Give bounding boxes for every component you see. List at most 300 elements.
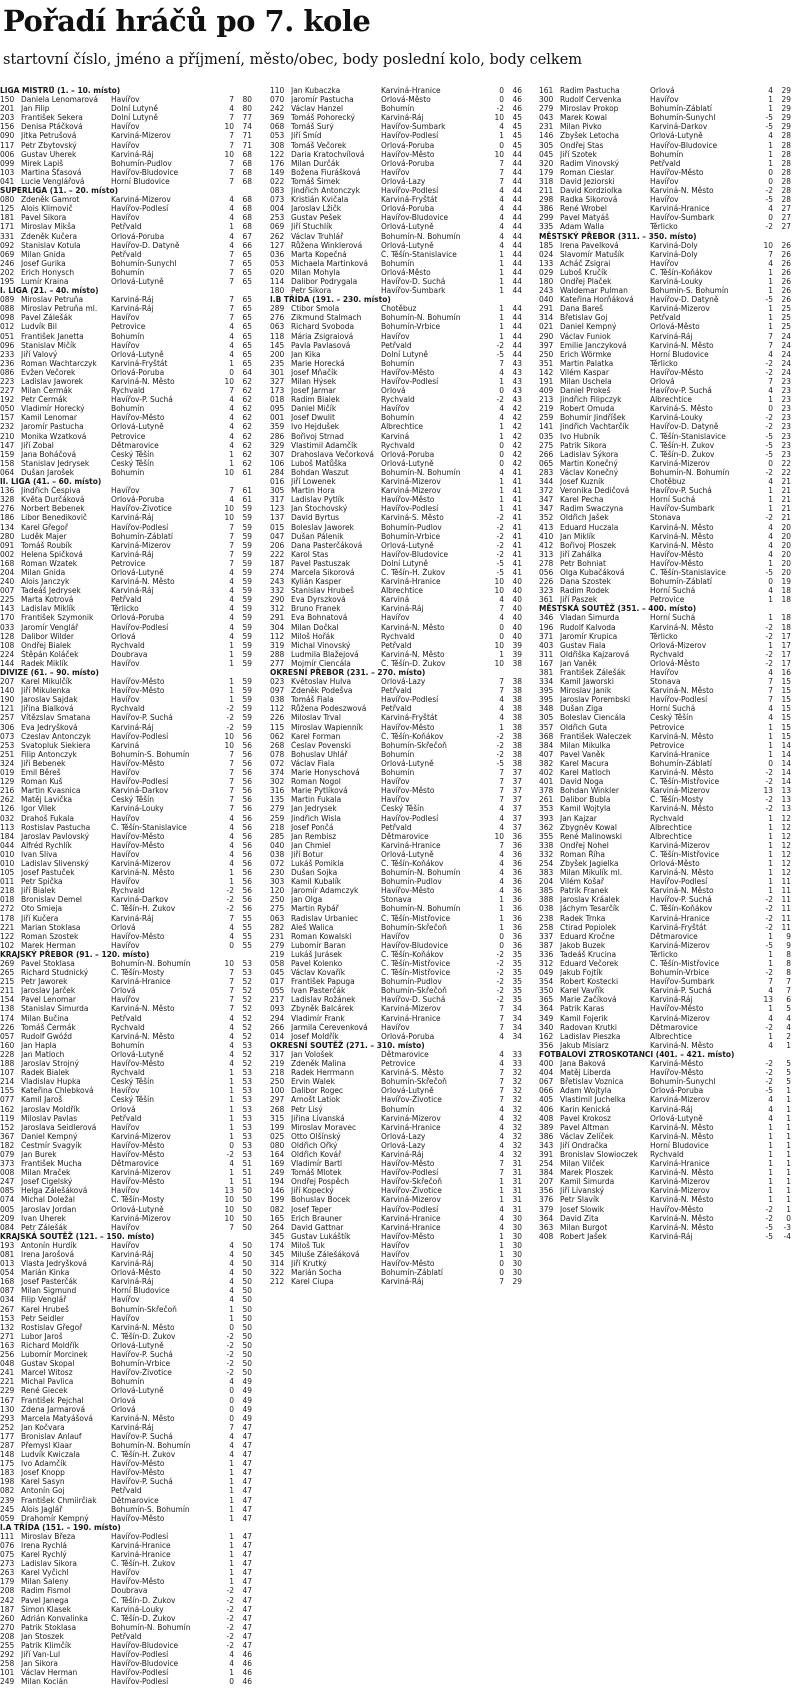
- player-town: Orlová: [111, 986, 136, 996]
- player-row: [0, 704, 252, 713]
- points-last-round: 4: [768, 1113, 773, 1123]
- player-name: Václav Funiok: [560, 331, 611, 341]
- points-total: 49: [242, 1386, 252, 1396]
- player-number: 243: [539, 286, 554, 296]
- points-last-round: 4: [499, 886, 504, 896]
- player-row: [0, 1141, 252, 1150]
- player-name: Irena Jarošová: [21, 1250, 75, 1259]
- player-number: 140: [0, 686, 15, 696]
- player-number: 277: [270, 658, 285, 668]
- points-total: 42: [512, 404, 522, 414]
- player-town: Havířov-Město: [381, 722, 435, 732]
- points-total: 23: [781, 386, 791, 396]
- player-name: Zdeněk Malina: [291, 1059, 346, 1069]
- player-number: 235: [270, 358, 285, 368]
- player-name: Ladislav Miklík: [21, 604, 76, 614]
- player-row: [539, 713, 791, 722]
- player-town: Havířov: [111, 995, 140, 1005]
- player-row: [0, 604, 252, 613]
- player-number: 053: [270, 131, 285, 141]
- player-number: 145: [270, 340, 285, 350]
- player-town: Orlová-Město: [381, 95, 431, 105]
- player-number: 176: [270, 158, 285, 168]
- points-total: 14: [781, 777, 791, 787]
- player-name: Stanislav Jedrysek: [21, 458, 90, 468]
- player-name: Josef Slowik: [560, 1204, 605, 1214]
- points-last-round: 0: [499, 449, 504, 459]
- player-town: Havířov: [650, 176, 679, 186]
- player-number: 112: [270, 631, 285, 641]
- player-name: Jakob Buzek: [560, 940, 606, 950]
- points-total: 40: [512, 631, 522, 641]
- player-name: Břetislav Voznica: [560, 1077, 624, 1087]
- points-total: 33: [512, 1049, 522, 1059]
- points-total: 26: [781, 249, 791, 259]
- points-last-round: 0: [499, 95, 504, 105]
- player-number: 024: [539, 249, 554, 259]
- player-town: Dolní Lutyně: [111, 113, 158, 123]
- player-name: Milan Šaleny: [21, 1577, 69, 1587]
- player-name: Jiří Krutký: [291, 1259, 327, 1269]
- player-town: Karviná-Ráj: [111, 913, 154, 923]
- player-row: [539, 959, 791, 968]
- points-last-round: 4: [229, 331, 234, 341]
- points-total: 5: [786, 1059, 791, 1069]
- player-town: Havířov: [111, 1568, 140, 1578]
- points-total: 41: [512, 486, 522, 496]
- points-last-round: 10: [494, 658, 504, 668]
- player-town: Bohumín-Záblatí: [650, 104, 712, 114]
- points-last-round: 1: [229, 222, 234, 232]
- player-town: Bohumín-Záblatí: [650, 577, 712, 587]
- player-number: 173: [270, 386, 285, 396]
- player-town: Havířov: [381, 1250, 410, 1259]
- player-name: Alois Janczyk: [21, 577, 70, 587]
- player-number: 038: [270, 849, 285, 859]
- player-number: 181: [0, 213, 15, 223]
- player-name: Ludvík Kwiczala: [21, 1450, 80, 1460]
- player-town: Orlová-Mizerov: [650, 640, 707, 650]
- points-last-round: -5: [765, 940, 773, 950]
- player-name: Alois Klimovič: [21, 204, 73, 214]
- points-total: 1: [786, 1140, 791, 1150]
- player-row: [0, 1214, 252, 1223]
- player-name: Alois Jaglář: [21, 1504, 63, 1514]
- points-last-round: 4: [229, 195, 234, 205]
- player-number: 204: [0, 567, 15, 577]
- player-name: Jaroslav Lžičk: [291, 204, 342, 214]
- player-row: [0, 322, 252, 331]
- player-number: 368: [539, 731, 554, 741]
- player-town: Karviná-Mizerov: [381, 1113, 441, 1123]
- player-town: Horní Bludovice: [111, 1286, 170, 1296]
- player-number: 204: [539, 877, 554, 887]
- points-last-round: 7: [229, 995, 234, 1005]
- player-name: Rostislav Gřegoř: [21, 1322, 83, 1332]
- player-row: [270, 1241, 522, 1250]
- player-name: Kateřina Horňáková: [560, 295, 634, 305]
- player-town: Karviná-Ráj: [111, 586, 154, 596]
- player-name: Roman Nogol: [291, 777, 341, 787]
- points-total: 34: [512, 1031, 522, 1041]
- player-name: František Mucha: [21, 1159, 82, 1169]
- player-town: Orlová-Město: [650, 658, 700, 668]
- player-row: [539, 322, 791, 331]
- player-row: [0, 1414, 252, 1423]
- player-name: Jiří Zobal: [21, 440, 54, 450]
- points-total: 38: [512, 722, 522, 732]
- points-last-round: -5: [765, 195, 773, 205]
- player-name: Marián Socha: [291, 1268, 342, 1278]
- player-number: 161: [539, 86, 554, 95]
- player-name: Josef Dwulit: [291, 413, 335, 423]
- points-last-round: 0: [499, 386, 504, 396]
- player-number: 149: [270, 167, 285, 177]
- points-last-round: 1: [768, 722, 773, 732]
- points-last-round: 1: [499, 904, 504, 914]
- points-last-round: 1: [229, 1559, 234, 1569]
- points-last-round: 4: [229, 1268, 234, 1278]
- player-row: [270, 604, 522, 613]
- player-town: Bohumín: [381, 258, 415, 268]
- player-number: 056: [539, 567, 554, 577]
- points-last-round: 1: [229, 640, 234, 650]
- player-row: [539, 914, 791, 923]
- player-town: Doubrava: [111, 649, 148, 659]
- player-name: Radim Vinovský: [560, 158, 620, 168]
- points-total: 28: [781, 167, 791, 177]
- points-total: 25: [781, 322, 791, 332]
- player-town: Karviná-Ráj: [650, 1231, 693, 1241]
- player-number: 371: [539, 631, 554, 641]
- player-row: [0, 95, 252, 104]
- player-town: Č. Těšín-Koňákov: [381, 949, 444, 959]
- player-number: 063: [270, 913, 285, 923]
- player-town: Karviná-Mizerov: [381, 1195, 441, 1205]
- points-total: 15: [781, 686, 791, 696]
- player-name: Jan Kajzar: [560, 813, 597, 823]
- player-number: 126: [0, 804, 15, 814]
- player-name: František Janetta: [21, 331, 84, 341]
- points-total: 59: [242, 640, 252, 650]
- points-total: 39: [512, 649, 522, 659]
- points-total: 41: [512, 467, 522, 477]
- points-total: 40: [512, 595, 522, 605]
- points-total: 80: [242, 95, 252, 105]
- player-row: [0, 332, 252, 341]
- player-number: 373: [0, 1159, 15, 1169]
- player-town: Horní Suchá: [650, 704, 696, 714]
- player-row: [539, 750, 791, 759]
- player-number: 332: [270, 586, 285, 596]
- points-total: 29: [781, 86, 791, 95]
- player-row: [539, 695, 791, 704]
- player-row: [539, 832, 791, 841]
- player-name: Kamil Jaroš: [21, 1095, 63, 1105]
- player-number: 403: [539, 640, 554, 650]
- player-name: Evžen Večorek: [21, 367, 76, 377]
- player-town: Horní Suchá: [650, 613, 696, 623]
- player-town: Doubrava: [111, 1586, 148, 1596]
- points-total: 71: [242, 131, 252, 141]
- player-name: Ivo Hubník: [560, 431, 600, 441]
- points-last-round: 4: [229, 1659, 234, 1669]
- points-total: 52: [242, 1022, 252, 1032]
- player-town: Bohumín-Pudlov: [381, 877, 442, 887]
- player-town: Petřvald: [111, 249, 142, 259]
- player-row: [0, 623, 252, 632]
- player-name: Eduard Večorek: [560, 959, 619, 968]
- points-total: 59: [242, 722, 252, 732]
- player-name: Pavel Altman: [560, 1122, 609, 1132]
- player-number: 410: [539, 531, 554, 541]
- player-town: Karviná-Ráj: [111, 549, 154, 559]
- player-town: Petřvald: [111, 1113, 142, 1123]
- player-row: [539, 304, 791, 313]
- player-town: Petřvald: [381, 704, 412, 714]
- points-total: 45: [512, 140, 522, 150]
- player-name: Jan Kubaczka: [291, 86, 341, 95]
- player-name: František Zálešák: [560, 668, 626, 677]
- points-total: 44: [512, 286, 522, 296]
- player-town: Č. Těšín-Mistřovice: [381, 913, 451, 923]
- player-town: Karviná-Mizerov: [650, 840, 710, 850]
- player-number: 405: [539, 1095, 554, 1105]
- player-name: Josef Moldřík: [291, 1031, 339, 1041]
- player-name: Gustav Lukáštík: [291, 1231, 351, 1241]
- player-town: Rychvald: [111, 704, 145, 714]
- player-name: Miroslav Janik: [560, 686, 612, 696]
- player-town: Havířov-Město: [381, 149, 435, 159]
- player-number: 381: [539, 668, 554, 677]
- player-row: [539, 259, 791, 268]
- player-row: [0, 1614, 252, 1623]
- player-town: Rychvald: [650, 813, 684, 823]
- player-town: Havířov: [111, 768, 140, 778]
- points-total: 53: [242, 1122, 252, 1132]
- player-number: 174: [0, 1013, 15, 1023]
- player-town: Orlová-Lutyně: [111, 349, 164, 359]
- player-name: Patrik Stoklasa: [21, 1622, 77, 1632]
- points-total: 32: [512, 1140, 522, 1150]
- points-total: 11: [781, 904, 791, 914]
- player-number: 073: [0, 731, 15, 741]
- player-town: Havířov-Podlesí: [381, 186, 439, 196]
- points-last-round: -2: [765, 658, 773, 668]
- player-town: Orlová-Poruba: [111, 367, 165, 377]
- player-number: 286: [270, 431, 285, 441]
- points-total: 43: [512, 386, 522, 396]
- player-number: 077: [0, 1095, 15, 1105]
- player-number: 236: [0, 358, 15, 368]
- player-town: Č. Těšín-Mistřovice: [650, 777, 720, 787]
- points-last-round: -5: [765, 122, 773, 132]
- player-town: Orlová: [111, 1104, 136, 1114]
- points-total: 17: [781, 649, 791, 659]
- player-row: [270, 1132, 522, 1141]
- points-total: 47: [242, 1431, 252, 1441]
- player-row: [0, 550, 252, 559]
- player-name: Tomáš Večorek: [291, 140, 347, 150]
- player-number: 240: [0, 577, 15, 587]
- player-name: Gustav Pešek: [291, 213, 342, 223]
- points-total: 62: [242, 458, 252, 468]
- points-last-round: -2: [226, 1631, 234, 1641]
- player-row: [0, 677, 252, 686]
- player-name: Milan Mraček: [21, 1168, 71, 1178]
- points-last-round: 4: [768, 549, 773, 559]
- player-number: 162: [0, 1104, 15, 1114]
- player-row: [0, 859, 252, 868]
- player-name: František Chmiirčiak: [21, 1495, 97, 1505]
- player-town: Orlová-Poruba: [381, 449, 435, 459]
- player-number: 121: [0, 704, 15, 714]
- player-town: Karviná-Darkov: [111, 786, 169, 796]
- player-name: Radim Fismol: [21, 1586, 71, 1596]
- player-town: Orlová-Lutyně: [381, 222, 434, 232]
- player-name: Miroslav Moravec: [291, 1122, 357, 1132]
- player-name: Arnošt Latiok: [291, 1095, 341, 1105]
- points-total: 34: [512, 1013, 522, 1023]
- points-last-round: 7: [499, 777, 504, 787]
- points-last-round: 1: [229, 1313, 234, 1323]
- player-number: 334: [539, 677, 554, 687]
- points-total: 44: [512, 167, 522, 177]
- points-total: 21: [781, 477, 791, 487]
- player-town: Bohumín-S. Bohumín: [111, 1504, 190, 1514]
- player-row: [270, 413, 522, 422]
- player-row: [539, 1205, 791, 1214]
- points-last-round: -2: [496, 968, 504, 978]
- player-name: René Malinowski: [560, 831, 622, 841]
- player-name: Filip Venglář: [21, 1295, 67, 1305]
- player-name: Jiří Szotek: [560, 149, 597, 159]
- points-last-round: 7: [229, 295, 234, 305]
- player-name: Kamil Wojtyla: [560, 804, 611, 814]
- points-total: 26: [781, 286, 791, 296]
- points-last-round: 1: [229, 1531, 234, 1541]
- player-town: Horní Bludovice: [111, 176, 170, 186]
- player-row: [0, 1186, 252, 1195]
- points-total: 36: [512, 840, 522, 850]
- player-row: [270, 232, 522, 241]
- player-number: 324: [0, 758, 15, 768]
- player-number: 187: [270, 558, 285, 568]
- points-last-round: 0: [768, 758, 773, 768]
- points-last-round: 4: [768, 477, 773, 487]
- points-last-round: 1: [229, 1113, 234, 1123]
- page-subtitle: startovní číslo, jméno a příjmení, město/obec, body poslední kolo, body celkem: [3, 52, 583, 68]
- player-number: 208: [0, 1586, 15, 1596]
- player-number: 021: [539, 322, 554, 332]
- points-total: 46: [512, 104, 522, 114]
- points-total: 49: [242, 1404, 252, 1414]
- points-total: 44: [512, 276, 522, 286]
- player-number: 170: [0, 613, 15, 623]
- player-town: Orlová-Lutyně: [381, 540, 434, 550]
- points-last-round: 4: [229, 440, 234, 450]
- player-town: Český Těšín: [650, 713, 693, 723]
- player-town: Bohumín-Skřečoň: [381, 986, 447, 996]
- player-row: [0, 795, 252, 804]
- points-total: 44: [512, 158, 522, 168]
- player-number: 249: [0, 1677, 15, 1687]
- player-name: Roman Kowalski: [291, 931, 352, 941]
- points-last-round: -2: [226, 1340, 234, 1350]
- player-row: [539, 359, 791, 368]
- points-total: 4: [786, 1013, 791, 1023]
- points-total: 65: [242, 340, 252, 350]
- points-total: 62: [242, 449, 252, 459]
- points-last-round: -2: [226, 722, 234, 732]
- player-number: 219: [270, 1059, 285, 1069]
- points-total: 21: [781, 504, 791, 514]
- points-last-round: 7: [768, 377, 773, 386]
- player-name: Otto Olšínský: [291, 1131, 341, 1141]
- player-row: [270, 841, 522, 850]
- player-number: 045: [539, 149, 554, 159]
- player-number: 070: [270, 95, 285, 105]
- player-number: 105: [0, 868, 15, 878]
- player-town: Bohumín-S. Bohumín: [111, 749, 190, 759]
- player-name: Karel Ciupa: [291, 1277, 334, 1287]
- points-total: 65: [242, 249, 252, 259]
- points-last-round: 4: [229, 1450, 234, 1460]
- points-total: 65: [242, 313, 252, 323]
- player-number: 258: [0, 1659, 15, 1669]
- player-name: Kamil Fojerik: [560, 1013, 608, 1023]
- points-total: 35: [512, 959, 522, 968]
- player-town: Č. Těšín-H. Žukov: [111, 1559, 176, 1569]
- division-header: DIVIZE (61. – 90. místo): [0, 667, 99, 677]
- points-last-round: 7: [499, 795, 504, 805]
- points-last-round: 1: [768, 595, 773, 605]
- player-row: [0, 250, 252, 259]
- player-town: Bohumín-Skřečoň: [381, 740, 447, 750]
- points-total: 38: [512, 686, 522, 696]
- points-last-round: 4: [229, 240, 234, 250]
- points-last-round: 7: [499, 840, 504, 850]
- player-name: Olga Kubačáková: [560, 567, 625, 577]
- player-town: Havířov: [111, 849, 140, 859]
- player-number: 111: [0, 1531, 15, 1541]
- player-name: Dušan Jarošek: [21, 467, 75, 477]
- player-town: Bohumín: [111, 1377, 145, 1387]
- points-last-round: 1: [229, 677, 234, 687]
- player-number: 413: [539, 522, 554, 532]
- player-name: Štěpán Koláček: [21, 649, 79, 659]
- player-number: 232: [0, 422, 15, 432]
- player-town: Český Těšín: [111, 449, 154, 459]
- division-header: MĚSTSKÁ SOUTĚŽ (351. – 400. místo): [539, 603, 697, 614]
- player-number: 262: [270, 231, 285, 241]
- player-number: 083: [270, 186, 285, 196]
- player-town: Karviná: [381, 431, 410, 441]
- player-row: [0, 613, 252, 622]
- player-town: Havířov-Podlesí: [111, 777, 169, 787]
- player-name: Daniel Prokeš: [560, 386, 611, 396]
- player-town: Orlová-Lutyně: [111, 276, 164, 286]
- points-last-round: 1: [768, 949, 773, 959]
- points-total: 53: [242, 1040, 252, 1050]
- player-name: Miroslav Březa: [21, 1531, 76, 1541]
- standings-column-3: [539, 86, 791, 1241]
- player-town: Bohumín-Skřečoň: [381, 1077, 447, 1087]
- player-name: Josef Cigelský: [21, 1177, 73, 1187]
- player-row: [0, 1359, 252, 1368]
- player-town: Albrechtice: [650, 1031, 692, 1041]
- player-town: Karviná-Hranice: [650, 913, 710, 923]
